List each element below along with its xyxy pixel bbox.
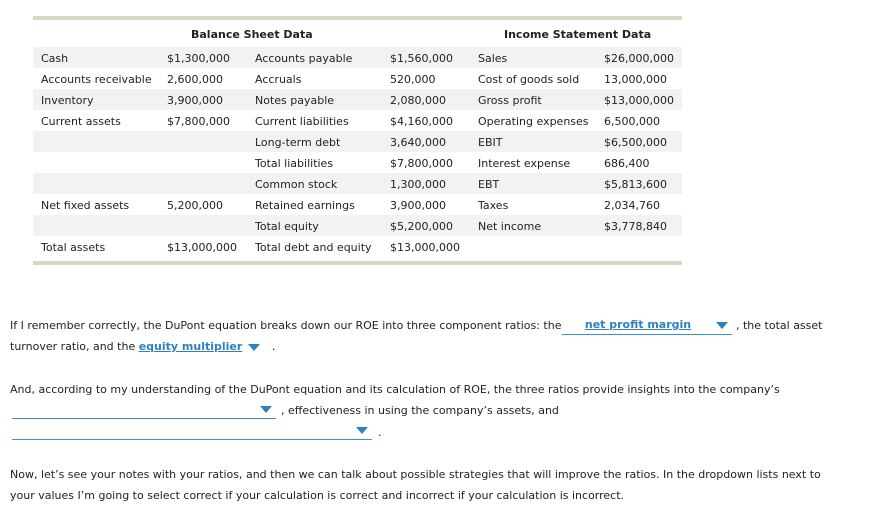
p2-text-b-wrap: [281, 400, 559, 421]
table-row: [33, 236, 682, 257]
table-row: [33, 110, 682, 131]
table-cell: Interest expense: [478, 157, 571, 170]
table-cell: $26,000,000: [604, 52, 674, 65]
table-row: [33, 89, 682, 110]
table-cell: 2,080,000: [390, 94, 446, 107]
paragraph-notes-line2: [10, 485, 624, 506]
table-cell: $6,500,000: [604, 136, 667, 149]
table-cell: 1,300,000: [390, 178, 446, 191]
table-cell: Accounts payable: [255, 52, 353, 65]
table-cell: Total liabilities: [255, 157, 334, 170]
table-cell: EBIT: [478, 136, 503, 149]
table-cell: $5,200,000: [390, 220, 453, 233]
table-row: [33, 152, 682, 173]
table-cell: Current liabilities: [255, 115, 349, 128]
p2-text-c: .: [378, 426, 382, 439]
table-cell: $13,000,000: [604, 94, 674, 107]
chevron-down-icon: [716, 322, 728, 329]
financial-data-table: [33, 16, 682, 265]
table-cell: Sales: [478, 52, 508, 65]
table-cell: Net income: [478, 220, 542, 233]
p1-text-b: , the total asset: [736, 319, 823, 332]
table-cell: 2,034,760: [604, 199, 660, 212]
table-cell: Accounts receivable: [41, 73, 152, 86]
table-cell: Notes payable: [255, 94, 335, 107]
chevron-down-icon: [248, 344, 260, 351]
table-cell: $1,300,000: [167, 52, 230, 65]
ratio-dropdown-1[interactable]: [562, 317, 732, 335]
table-cell: 3,900,000: [167, 94, 223, 107]
p3-line1: Now, let’s see your notes with your ratios, and then we can talk about possible strategies that will improve the ratios. In the dropdown lists next to: [10, 468, 821, 481]
p2-text-c-wrap: [378, 422, 382, 443]
table-cell: Cost of goods sold: [478, 73, 580, 86]
table-cell: Current assets: [41, 115, 121, 128]
table-cell: Total debt and equity: [255, 241, 372, 254]
ratio-dropdown-1-value: net profit margin: [584, 318, 692, 331]
table-cell: Net fixed assets: [41, 199, 130, 212]
table-row: [33, 131, 682, 152]
balance-sheet-header: Balance Sheet Data: [191, 28, 313, 41]
p1-text-b-wrap: [736, 315, 822, 336]
table-top-rule: [33, 16, 682, 20]
table-cell: $1,560,000: [390, 52, 453, 65]
table-cell: $5,813,600: [604, 178, 667, 191]
table-cell: 2,600,000: [167, 73, 223, 86]
table-cell: $13,000,000: [390, 241, 460, 254]
insight-dropdown-1[interactable]: [12, 401, 276, 419]
table-cell: Common stock: [255, 178, 338, 191]
table-cell: Total assets: [41, 241, 106, 254]
table-row: [33, 47, 682, 68]
ratio-dropdown-2-value: equity multiplier: [138, 340, 243, 353]
p1-text-d: .: [271, 340, 276, 353]
table-row: [33, 68, 682, 89]
table-cell: Cash: [41, 52, 69, 65]
table-cell: 6,500,000: [604, 115, 660, 128]
p3-line2: your values I’m going to select correct if your calculation is correct and incorrect if your calculation is incorrect.: [10, 489, 625, 502]
table-cell: 13,000,000: [604, 73, 667, 86]
table-cell: Operating expenses: [478, 115, 589, 128]
paragraph-notes-line1: [10, 464, 821, 485]
table-cell: $7,800,000: [167, 115, 230, 128]
table-cell: Retained earnings: [255, 199, 355, 212]
table-cell: Taxes: [478, 199, 509, 212]
table-row: [33, 194, 682, 215]
table-row: [33, 215, 682, 236]
chevron-down-icon: [260, 406, 272, 413]
p2-text-a: And, according to my understanding of the DuPont equation and its calculation of ROE, the three ratios provide insights into the company’s: [10, 383, 780, 396]
paragraph-ratios: [10, 315, 561, 336]
table-cell: Gross profit: [478, 94, 542, 107]
table-cell: $3,778,840: [604, 220, 667, 233]
p1-text-c: turnover ratio, and the: [10, 340, 136, 353]
table-cell: Total equity: [255, 220, 319, 233]
table-cell: Accruals: [255, 73, 302, 86]
table-cell: Inventory: [41, 94, 94, 107]
table-cell: 686,400: [604, 157, 650, 170]
table-cell: 520,000: [390, 73, 436, 86]
paragraph-ratios-line2: [10, 336, 275, 357]
ratio-dropdown-2[interactable]: [139, 336, 261, 357]
paragraph-insights: [10, 379, 780, 400]
table-cell: 5,200,000: [167, 199, 223, 212]
table-cell: $4,160,000: [390, 115, 453, 128]
table-cell: $7,800,000: [390, 157, 453, 170]
table-row: [33, 173, 682, 194]
table-cell: $13,000,000: [167, 241, 237, 254]
income-statement-header: Income Statement Data: [504, 28, 652, 41]
insight-dropdown-2[interactable]: [12, 422, 372, 440]
table-cell: EBT: [478, 178, 500, 191]
table-cell: 3,640,000: [390, 136, 446, 149]
table-bottom-rule: [33, 261, 682, 265]
p2-text-b: , effectiveness in using the company’s assets, and: [281, 404, 559, 417]
p1-text-a: If I remember correctly, the DuPont equation breaks down our ROE into three component ratios: the: [10, 319, 562, 332]
table-cell: 3,900,000: [390, 199, 446, 212]
chevron-down-icon: [356, 427, 368, 434]
table-cell: Long-term debt: [255, 136, 341, 149]
